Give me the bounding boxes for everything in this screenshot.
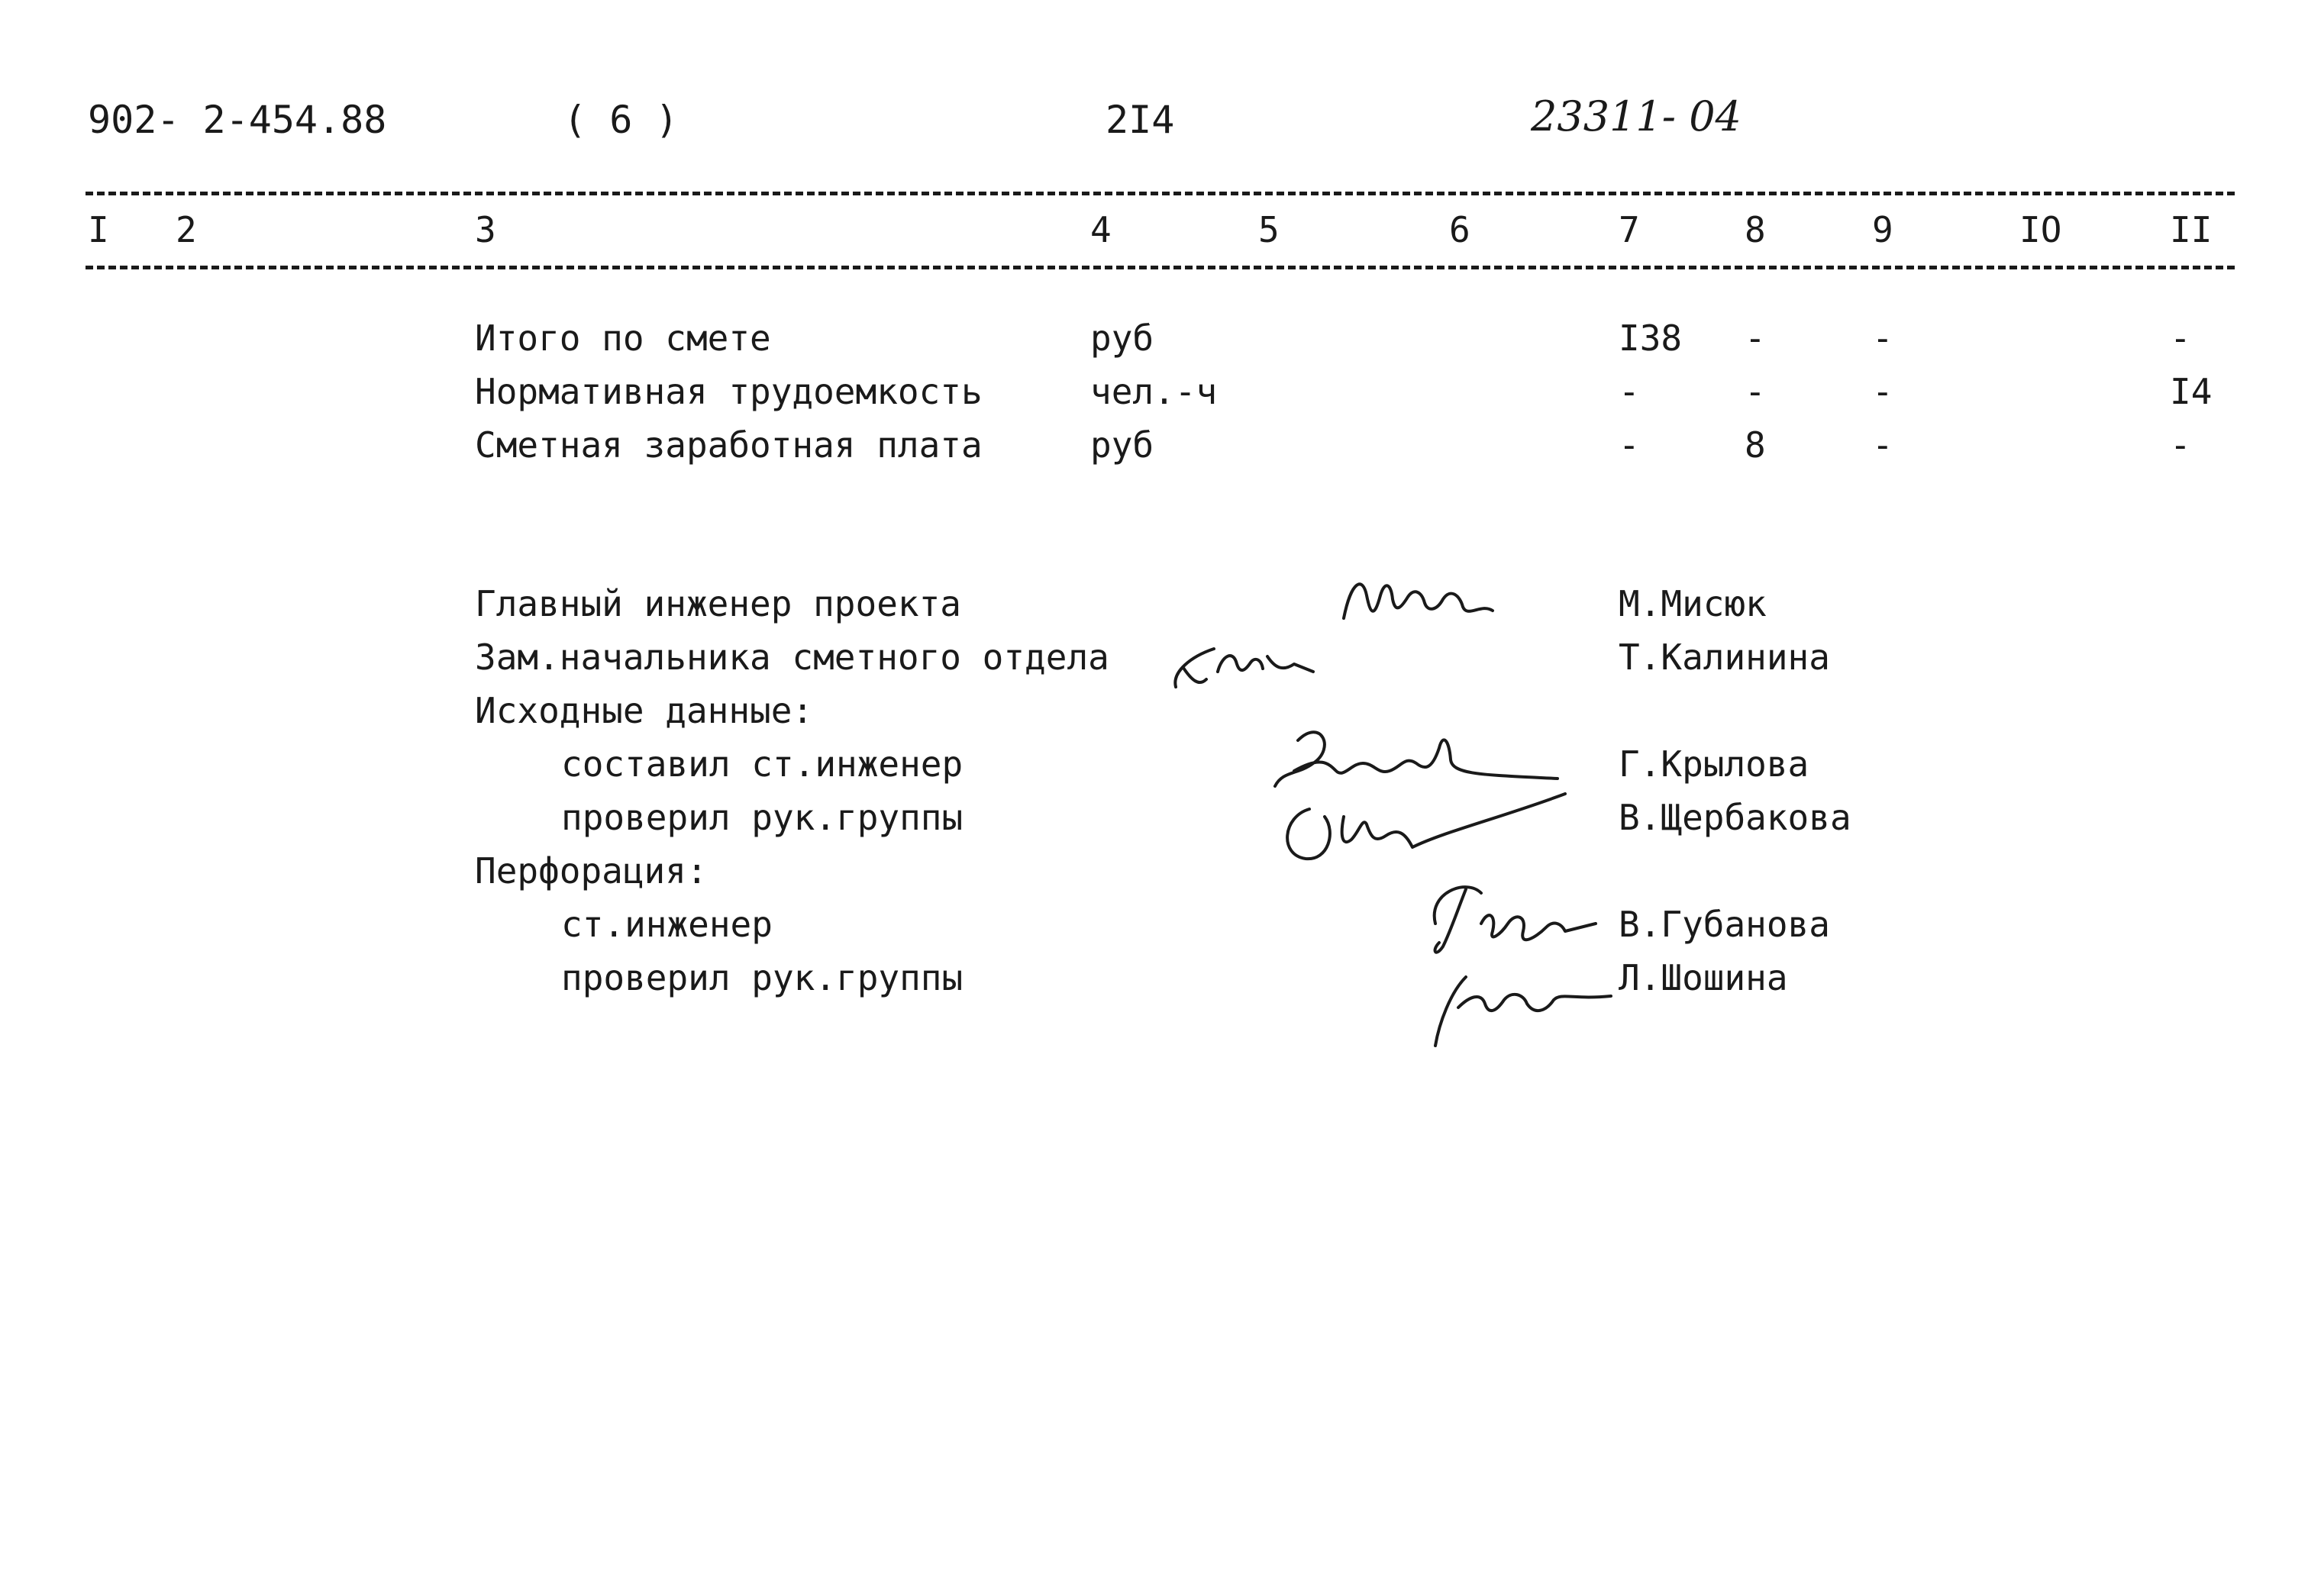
column-number: 7: [1619, 209, 1640, 250]
table-header-bottom-rule: [86, 266, 2235, 269]
page-number: 2I4: [1106, 98, 1175, 142]
cell-col-9: -: [1872, 318, 1893, 359]
signature-scribble: [1328, 565, 1512, 649]
row-label: Нормативная трудоемкость: [475, 371, 983, 412]
signature-title: Исходные данные:: [475, 690, 814, 731]
cell-col-9: -: [1872, 424, 1893, 466]
column-number: IO: [2019, 209, 2062, 250]
signature-scribble: [1160, 626, 1344, 702]
cell-col-11: -: [2170, 318, 2191, 359]
signer-name: В.Губанова: [1619, 904, 1830, 945]
signature-title: Перфорация:: [475, 850, 708, 892]
signature-title: Зам.начальника сметного отдела: [475, 637, 1109, 678]
signature-title: ст.инженер: [561, 904, 773, 945]
column-number: 2: [176, 209, 197, 250]
column-number: 4: [1090, 209, 1112, 250]
signer-name: Т.Калинина: [1619, 637, 1830, 678]
table-header-top-rule: [86, 192, 2235, 195]
row-label: Сметная заработная плата: [475, 424, 983, 466]
column-number: I: [88, 209, 109, 250]
column-number: 8: [1745, 209, 1766, 250]
document-part: ( 6 ): [563, 98, 679, 142]
document-code: 902- 2-454.88: [88, 98, 387, 142]
column-number: II: [2170, 209, 2213, 250]
column-number: 9: [1872, 209, 1893, 250]
signer-name: В.Щербакова: [1619, 797, 1851, 838]
cell-col-8: -: [1745, 371, 1766, 412]
row-label: Итого по смете: [475, 318, 771, 359]
row-unit: руб: [1090, 318, 1154, 359]
signature-title: проверил рук.группы: [561, 797, 964, 838]
column-number: 5: [1258, 209, 1280, 250]
signer-name: Л.Шошина: [1619, 957, 1788, 998]
cell-col-8: -: [1745, 318, 1766, 359]
row-unit: чел.-ч: [1090, 371, 1218, 412]
signature-title: составил ст.инженер: [561, 743, 964, 785]
cell-col-7: -: [1619, 371, 1640, 412]
cell-col-7: I38: [1619, 318, 1683, 359]
signer-name: Г.Крылова: [1619, 743, 1809, 785]
signature-scribble: [1252, 702, 1573, 878]
cell-col-7: -: [1619, 424, 1640, 466]
cell-col-8: 8: [1745, 424, 1766, 466]
cell-col-11: -: [2170, 424, 2191, 466]
signature-scribble: [1412, 862, 1619, 1053]
signer-name: М.Мисюк: [1619, 583, 1767, 624]
cell-col-11: I4: [2170, 371, 2213, 412]
signature-title: Главный инженер проекта: [475, 583, 961, 624]
column-number: 6: [1449, 209, 1470, 250]
cell-col-9: -: [1872, 371, 1893, 412]
archive-number: 23311- 04: [1531, 92, 1741, 140]
signature-title: проверил рук.группы: [561, 957, 964, 998]
row-unit: руб: [1090, 424, 1154, 466]
column-number: 3: [475, 209, 496, 250]
